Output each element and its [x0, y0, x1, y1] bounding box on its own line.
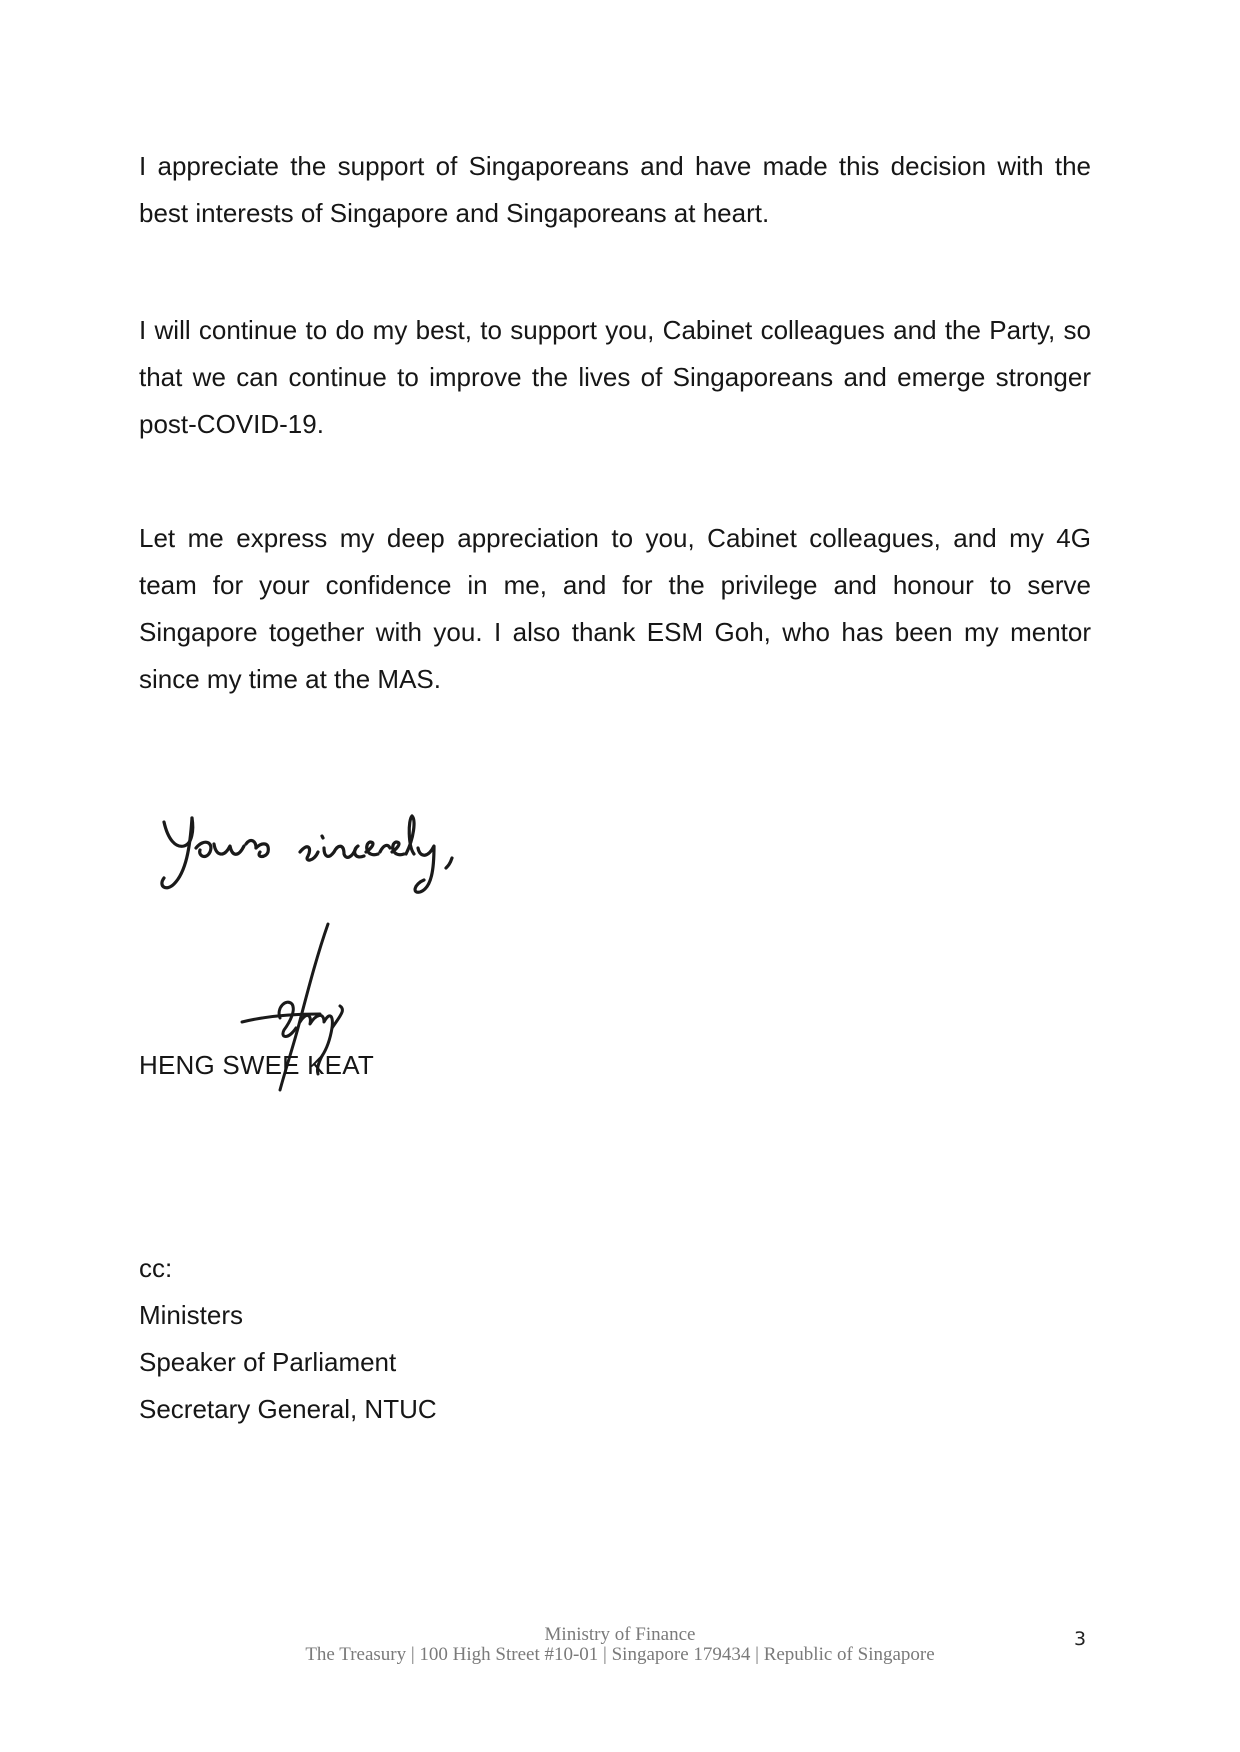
page-footer [0, 1625, 1240, 1665]
cc-recipient-speaker: Speaker of Parliament [139, 1347, 397, 1377]
page-number: 3 [1074, 1628, 1087, 1650]
body-paragraph-2: I will continue to do my best, to support you, Cabinet colleagues and the Party, so that we can continue to improve the lives of Singaporeans and emerge stronger post-COVID-19. [139, 315, 1091, 439]
footer-address: The Treasury | 100 High Street #10-01 | Singapore 179434 | Republic of Singapore [305, 1644, 935, 1665]
cc-recipient-ministers: Ministers [139, 1300, 244, 1330]
cc-recipient-secretary-general: Secretary General, NTUC [139, 1394, 437, 1424]
cc-label: cc: [139, 1253, 173, 1283]
body-paragraph-1: I appreciate the support of Singaporeans and have made this decision with the best interests of Singapore and Singaporeans at heart. [139, 151, 1091, 228]
signer-name: HENG SWEE KEAT [139, 1050, 374, 1080]
body-paragraph-3: Let me express my deep appreciation to you, Cabinet colleagues, and my 4G team for your confidence in me, and for the privilege and honour to serve Singapore together with you. I also thank ESM Goh, who has been my mentor since my time at the MAS. [139, 523, 1091, 694]
footer-organization: Ministry of Finance [544, 1624, 696, 1645]
cc-block [139, 1245, 437, 1433]
handwritten-closing [152, 808, 512, 928]
